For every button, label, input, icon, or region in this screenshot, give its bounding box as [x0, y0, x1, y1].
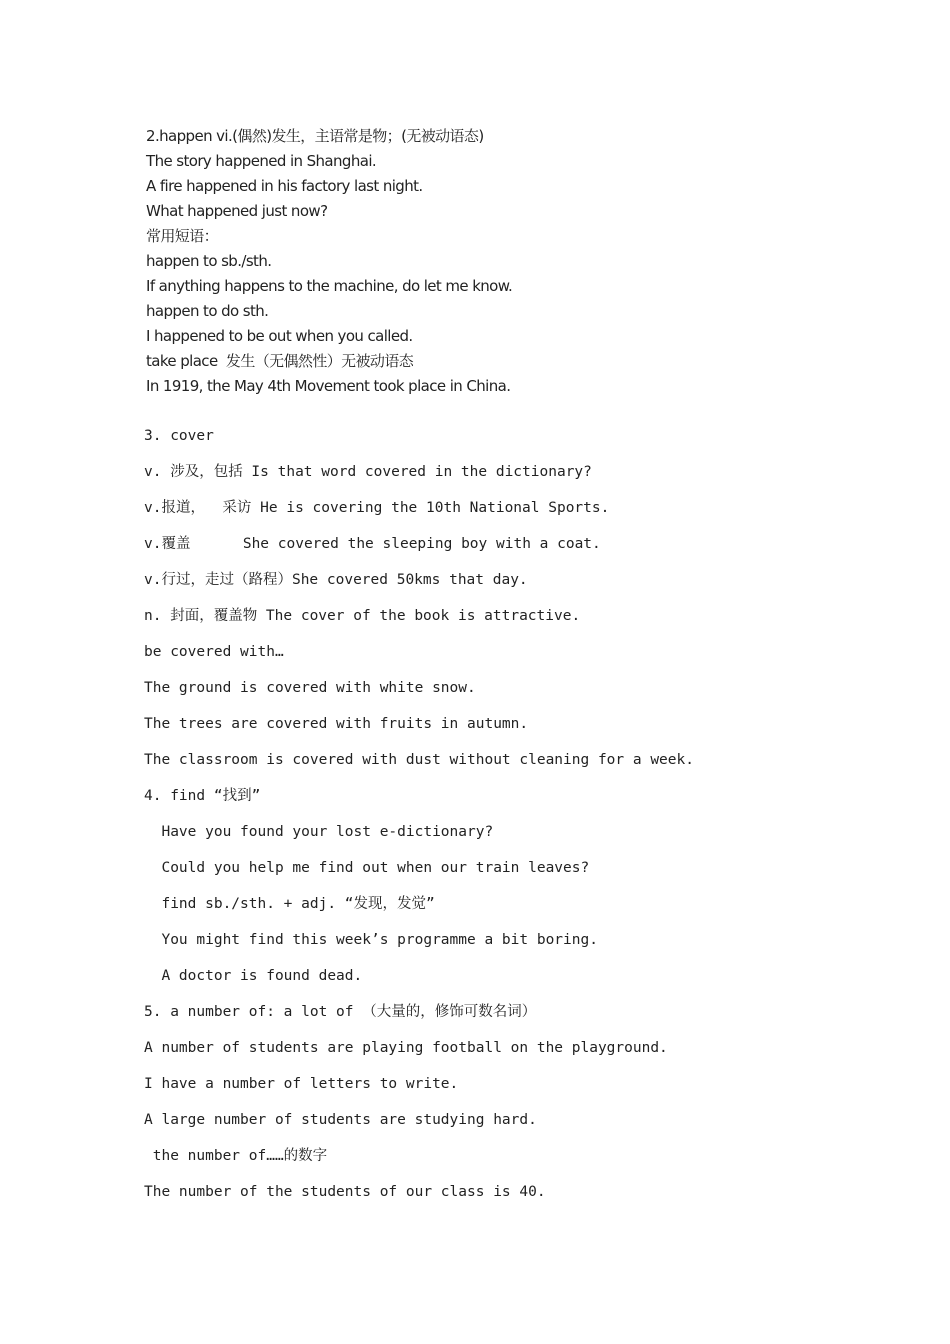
definition-line: v.报道， 采访 He is covering the 10th National Sports. [144, 500, 610, 516]
example-line: The trees are covered with fruits in autumn. [144, 716, 529, 732]
definition-line: n. 封面，覆盖物 The cover of the book is attractive. [144, 608, 581, 624]
example-line: The number of the students of our class is 40. [144, 1184, 546, 1200]
heading-find: 4. find “找到” [144, 788, 261, 804]
phrase-line: find sb./sth. + adj. “发现，发觉” [144, 896, 435, 912]
phrase-line: be covered with… [144, 644, 284, 660]
heading-cover: 3. cover [144, 428, 214, 444]
example-line: I happened to be out when you called. [146, 327, 413, 345]
example-line: Have you found your lost e-dictionary? [144, 824, 494, 840]
phrase-line: take place 发生（无偶然性）无被动语态 [146, 352, 414, 370]
example-line: The classroom is covered with dust without cleaning for a week. [144, 752, 694, 768]
heading-happen: 2.happen vi.(偶然)发生，主语常是物；(无被动语态) [146, 127, 484, 145]
example-line: A number of students are playing football on the playground. [144, 1040, 668, 1056]
example-line: You might find this week’s programme a bit boring. [144, 932, 598, 948]
example-line: If anything happens to the machine, do let me know. [146, 277, 513, 295]
example-line: The ground is covered with white snow. [144, 680, 476, 696]
subheading-phrases: 常用短语： [146, 227, 219, 245]
definition-line: v. 涉及，包括 Is that word covered in the dictionary? [144, 464, 592, 480]
example-line: A large number of students are studying hard. [144, 1112, 537, 1128]
example-line: I have a number of letters to write. [144, 1076, 459, 1092]
example-line: What happened just now? [146, 202, 328, 220]
example-line: A doctor is found dead. [144, 968, 363, 984]
definition-line: v.覆盖 She covered the sleeping boy with a coat. [144, 536, 601, 552]
example-line: The story happened in Shanghai. [146, 152, 377, 170]
phrase-line: happen to do sth. [146, 302, 269, 320]
example-line: Could you help me find out when our train leaves? [144, 860, 590, 876]
example-line: In 1919, the May 4th Movement took place in China. [146, 377, 511, 395]
heading-a-number-of: 5. a number of: a lot of （大量的，修饰可数名词） [144, 1004, 537, 1020]
phrase-line: happen to sb./sth. [146, 252, 272, 270]
phrase-line: the number of……的数字 [144, 1148, 328, 1164]
definition-line: v.行过，走过（路程）She covered 50kms that day. [144, 572, 528, 588]
example-line: A fire happened in his factory last night. [146, 177, 423, 195]
